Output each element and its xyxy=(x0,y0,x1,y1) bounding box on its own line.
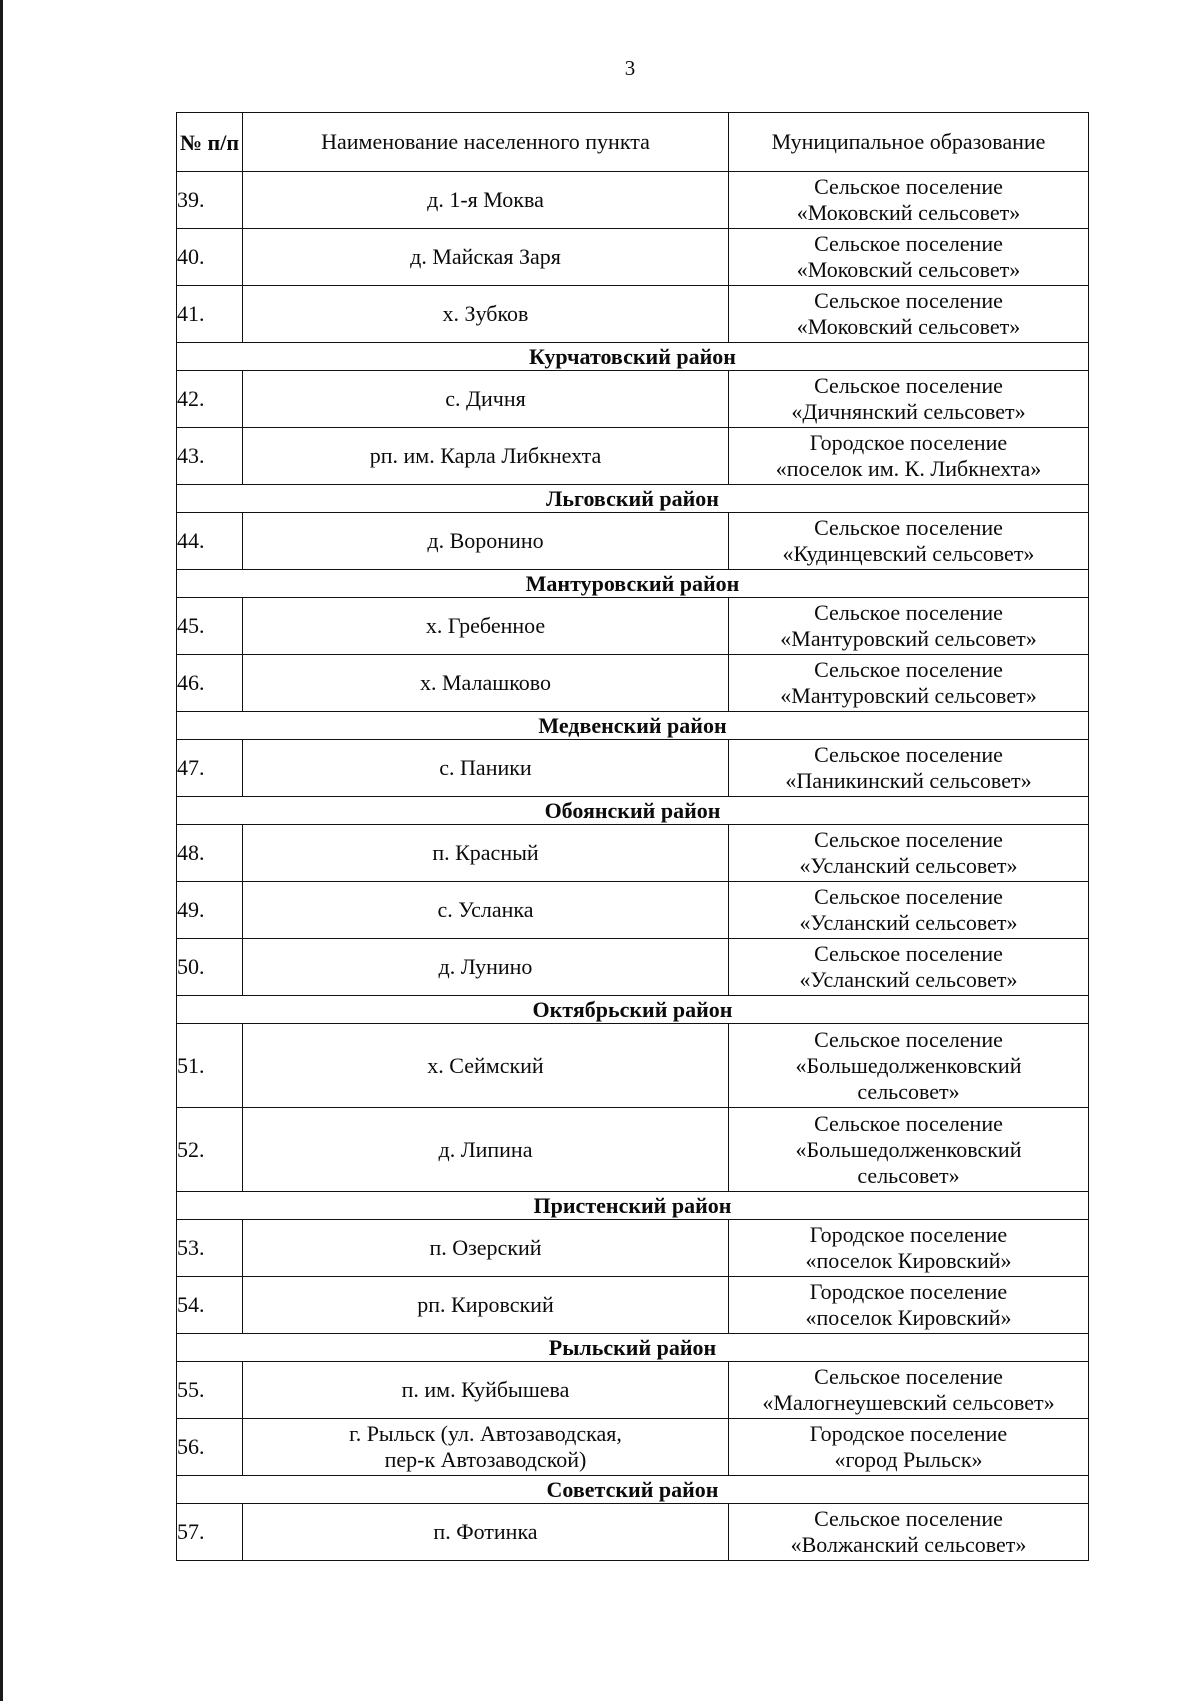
row-number: 55. xyxy=(177,1362,243,1419)
settlement-name-cell xyxy=(243,1504,729,1561)
municipality-line: Сельское поселение xyxy=(814,657,1003,682)
settlement-name-cell xyxy=(243,229,729,286)
municipality-line: «Кудинцевский сельсовет» xyxy=(782,541,1035,566)
district-name: Пристенский район xyxy=(177,1192,1089,1220)
table-body xyxy=(177,172,1089,1561)
municipality-line: Сельское поселение xyxy=(814,1364,1003,1389)
table-header-row xyxy=(177,113,1089,172)
settlement-name-line: с. Дичня xyxy=(445,386,526,411)
settlement-name-line: х. Малашково xyxy=(419,670,551,695)
row-number: 49. xyxy=(177,882,243,939)
municipality-cell xyxy=(729,825,1089,882)
settlement-name-cell xyxy=(243,1108,729,1192)
settlement-name-cell xyxy=(243,428,729,485)
district-row xyxy=(177,1476,1089,1504)
municipality-cell xyxy=(729,655,1089,712)
header-municipality: Муниципальное образование xyxy=(729,113,1089,172)
municipality-cell xyxy=(729,428,1089,485)
municipality-line: «Усланский сельсовет» xyxy=(799,910,1018,935)
table-row xyxy=(177,1108,1089,1192)
municipality-line: Сельское поселение xyxy=(814,515,1003,540)
settlement-name-line: д. Воронино xyxy=(427,528,544,553)
settlement-name-cell xyxy=(243,939,729,996)
header-settlement-name: Наименование населенного пункта xyxy=(243,113,729,172)
municipality-line: «Большедолженковский xyxy=(795,1052,1022,1078)
municipality-cell xyxy=(729,286,1089,343)
settlement-name-line: п. Фотинка xyxy=(433,1519,538,1544)
municipality-line: Сельское поселение xyxy=(814,288,1003,313)
municipality-line: «поселок им. К. Либкнехта» xyxy=(775,456,1042,481)
municipality-line: Сельское поселение xyxy=(814,231,1003,256)
table-row xyxy=(177,825,1089,882)
municipality-line: «Моковский сельсовет» xyxy=(796,257,1021,282)
table-row xyxy=(177,1024,1089,1108)
table-row xyxy=(177,1220,1089,1277)
table-row xyxy=(177,1277,1089,1334)
row-number: 51. xyxy=(177,1024,243,1108)
municipality-cell xyxy=(729,740,1089,797)
table-row xyxy=(177,172,1089,229)
municipality-line: Сельское поселение xyxy=(814,1506,1003,1531)
municipality-cell xyxy=(729,882,1089,939)
row-number: 48. xyxy=(177,825,243,882)
settlement-name-line: рп. Кировский xyxy=(417,1292,554,1317)
row-number: 57. xyxy=(177,1504,243,1561)
municipality-line: «Усланский сельсовет» xyxy=(799,967,1018,992)
page-number: 3 xyxy=(624,56,636,80)
district-name: Курчатовский район xyxy=(177,343,1089,371)
district-name: Октябрьский район xyxy=(177,996,1089,1024)
settlement-name-cell xyxy=(243,1220,729,1277)
settlement-name-line: с. Паники xyxy=(439,755,532,780)
municipality-line: «Мантуровский сельсовет» xyxy=(780,626,1037,651)
district-name: Советский район xyxy=(177,1476,1089,1504)
settlement-name-cell xyxy=(243,598,729,655)
district-row xyxy=(177,712,1089,740)
table-row xyxy=(177,598,1089,655)
municipality-line: «Большедолженковский xyxy=(795,1136,1022,1162)
municipality-line: «поселок Кировский» xyxy=(805,1305,1012,1330)
row-number: 53. xyxy=(177,1220,243,1277)
row-number: 42. xyxy=(177,371,243,428)
district-row xyxy=(177,570,1089,598)
settlement-name-line: с. Усланка xyxy=(437,897,534,922)
settlement-name-cell xyxy=(243,371,729,428)
municipality-cell xyxy=(729,172,1089,229)
table-row xyxy=(177,286,1089,343)
settlement-name-line: г. Рыльск (ул. Автозаводская, xyxy=(349,1421,622,1446)
row-number: 41. xyxy=(177,286,243,343)
district-name: Мантуровский район xyxy=(177,570,1089,598)
municipality-line: Городское поселение xyxy=(809,1279,1008,1304)
settlement-name-line: д. 1-я Моква xyxy=(427,187,544,212)
municipality-line: Сельское поселение xyxy=(814,174,1003,199)
district-name: Льговский район xyxy=(177,485,1089,513)
settlement-name-cell xyxy=(243,513,729,570)
row-number: 46. xyxy=(177,655,243,712)
table-row xyxy=(177,1419,1089,1476)
municipality-cell xyxy=(729,1024,1089,1108)
row-number: 52. xyxy=(177,1108,243,1192)
municipality-cell xyxy=(729,513,1089,570)
municipality-line: «Моковский сельсовет» xyxy=(796,200,1021,225)
district-row xyxy=(177,1334,1089,1362)
settlement-name-line: рп. им. Карла Либкнехта xyxy=(369,443,602,468)
municipality-line: Городское поселение xyxy=(809,430,1008,455)
row-number: 39. xyxy=(177,172,243,229)
row-number: 43. xyxy=(177,428,243,485)
row-number: 47. xyxy=(177,740,243,797)
table-row xyxy=(177,1504,1089,1561)
settlement-name-cell xyxy=(243,172,729,229)
row-number: 40. xyxy=(177,229,243,286)
municipality-line: Городское поселение xyxy=(809,1421,1008,1446)
table-row xyxy=(177,740,1089,797)
municipality-line: Сельское поселение xyxy=(814,373,1003,398)
municipality-cell xyxy=(729,939,1089,996)
settlement-name-cell xyxy=(243,286,729,343)
table-row xyxy=(177,428,1089,485)
municipality-line: «Дичнянский сельсовет» xyxy=(791,399,1026,424)
municipality-cell xyxy=(729,229,1089,286)
row-number: 44. xyxy=(177,513,243,570)
settlements-table xyxy=(176,112,1089,1561)
municipality-cell xyxy=(729,598,1089,655)
municipality-cell xyxy=(729,1362,1089,1419)
settlement-name-cell xyxy=(243,1419,729,1476)
district-name: Медвенский район xyxy=(177,712,1089,740)
municipality-line: «город Рыльск» xyxy=(834,1447,983,1472)
table-row xyxy=(177,1362,1089,1419)
municipality-line: Сельское поселение xyxy=(814,1110,1003,1136)
settlement-name-line: х. Зубков xyxy=(442,301,529,326)
municipality-line: сельсовет» xyxy=(857,1162,960,1188)
district-row xyxy=(177,996,1089,1024)
settlement-name-cell xyxy=(243,1277,729,1334)
settlement-name-line: п. им. Куйбышева xyxy=(401,1377,570,1402)
district-row xyxy=(177,797,1089,825)
municipality-cell xyxy=(729,1504,1089,1561)
settlement-name-line: д. Майская Заря xyxy=(410,244,561,269)
row-number: 56. xyxy=(177,1419,243,1476)
settlement-name-cell xyxy=(243,1362,729,1419)
municipality-line: Городское поселение xyxy=(809,1222,1008,1247)
table-row xyxy=(177,939,1089,996)
settlement-name-line: х. Гребенное xyxy=(425,613,546,638)
row-number: 50. xyxy=(177,939,243,996)
municipality-line: Сельское поселение xyxy=(814,742,1003,767)
municipality-line: «Мантуровский сельсовет» xyxy=(780,683,1037,708)
municipality-cell xyxy=(729,1108,1089,1192)
settlement-name-line: пер-к Автозаводской) xyxy=(384,1447,587,1472)
table-row xyxy=(177,655,1089,712)
municipality-line: Сельское поселение xyxy=(814,827,1003,852)
municipality-cell xyxy=(729,1220,1089,1277)
municipality-line: Сельское поселение xyxy=(814,600,1003,625)
district-row xyxy=(177,1192,1089,1220)
district-row xyxy=(177,485,1089,513)
settlement-name-line: д. Липина xyxy=(438,1136,533,1162)
district-row xyxy=(177,343,1089,371)
municipality-cell xyxy=(729,371,1089,428)
settlement-name-cell xyxy=(243,655,729,712)
municipality-line: «поселок Кировский» xyxy=(805,1248,1012,1273)
settlement-name-cell xyxy=(243,882,729,939)
municipality-line: «Волжанский сельсовет» xyxy=(790,1532,1027,1557)
row-number: 54. xyxy=(177,1277,243,1334)
municipality-cell xyxy=(729,1419,1089,1476)
header-number: № п/п xyxy=(177,113,243,172)
municipality-line: «Моковский сельсовет» xyxy=(796,314,1021,339)
settlement-name-cell xyxy=(243,825,729,882)
row-number: 45. xyxy=(177,598,243,655)
municipality-line: Сельское поселение xyxy=(814,941,1003,966)
district-name: Обоянский район xyxy=(177,797,1089,825)
municipality-line: «Усланский сельсовет» xyxy=(799,853,1018,878)
settlement-name-cell xyxy=(243,1024,729,1108)
settlement-name-cell xyxy=(243,740,729,797)
settlement-name-line: х. Сеймский xyxy=(427,1052,544,1078)
municipality-line: «Малогнеушевский сельсовет» xyxy=(762,1390,1055,1415)
municipality-line: Сельское поселение xyxy=(814,1026,1003,1052)
municipality-cell xyxy=(729,1277,1089,1334)
settlement-name-line: п. Красный xyxy=(432,840,539,865)
district-name: Рыльский район xyxy=(177,1334,1089,1362)
table-row xyxy=(177,229,1089,286)
table-row xyxy=(177,882,1089,939)
municipality-line: сельсовет» xyxy=(857,1078,960,1104)
settlement-name-line: д. Лунино xyxy=(438,954,533,979)
municipality-line: Сельское поселение xyxy=(814,884,1003,909)
table-row xyxy=(177,371,1089,428)
settlement-name-line: п. Озерский xyxy=(429,1235,542,1260)
table-row xyxy=(177,513,1089,570)
municipality-line: «Паникинский сельсовет» xyxy=(785,768,1032,793)
